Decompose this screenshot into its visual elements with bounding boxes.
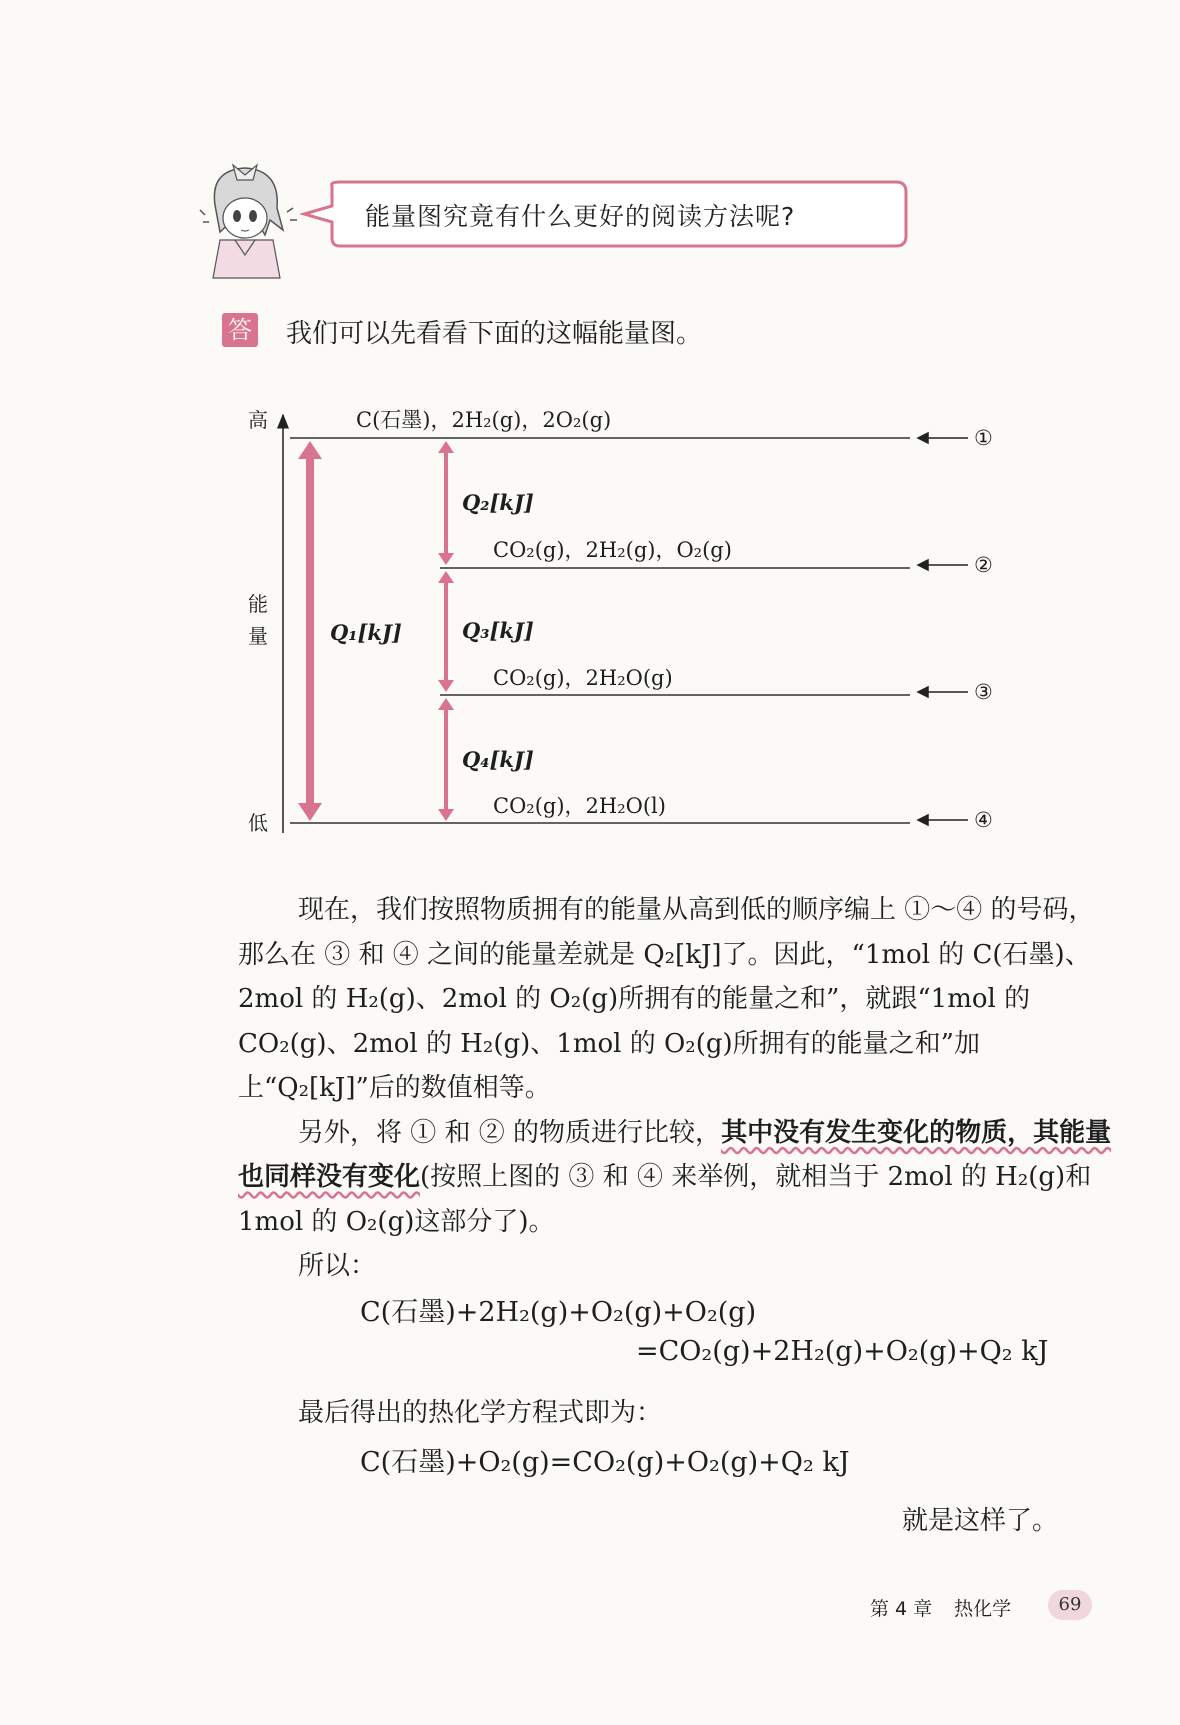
level-2-substance: CO₂(g)，2H₂(g)，O₂(g)	[493, 538, 732, 562]
question-text: 能量图究竟有什么更好的阅读方法呢?	[365, 202, 796, 231]
q2-label: Q₂[kJ]	[462, 490, 534, 515]
paragraph-1: 现在，我们按照物质拥有的能量从高到低的顺序编上 ①～④ 的号码，那么在 ③ 和 ④ 之间的能量差就是 Q₂[kJ]了。因此，“1mol 的 C(石墨)、2mol 的 H₂(g)、2mol 的 O₂(g)所拥有的能量之和”，就跟“1mol 的 CO₂(g)、2mol 的 H₂(g)、1mol 的 O₂(g)所拥有的能量之和”加上“Q₂[kJ]”后的数值相等。	[238, 895, 1095, 1103]
q4-arrow	[438, 698, 454, 821]
level-marker-4: ④	[974, 808, 993, 832]
energy-diagram	[230, 395, 1050, 845]
q3-arrow	[438, 571, 454, 692]
section-label: 热化学	[954, 1598, 1012, 1620]
axis-high-label: 高	[248, 408, 268, 432]
mascot-illustration	[195, 160, 305, 280]
q3-label: Q₃[kJ]	[462, 618, 534, 643]
level-marker-2: ②	[974, 553, 993, 577]
axis-low-label: 低	[248, 811, 268, 835]
page-number: 69	[1048, 1590, 1092, 1620]
axis-energy-label-2: 量	[248, 624, 268, 648]
emphasized-statement: 其中没有发生变化的物质，其能量也同样没有变化	[238, 1117, 1112, 1192]
answer-badge: 答	[222, 313, 258, 347]
conclusion-intro: 最后得出的热化学方程式即为：	[298, 1398, 663, 1428]
axis-energy-label-1: 能	[248, 592, 268, 616]
level-marker-3: ③	[974, 680, 993, 704]
equation-line-2: =CO₂(g)+2H₂(g)+O₂(g)+Q₂ kJ	[636, 1336, 1049, 1367]
level-1-substance: C(石墨)，2H₂(g)，2O₂(g)	[356, 408, 612, 432]
equation-line-1: C(石墨)+2H₂(g)+O₂(g)+O₂(g)	[360, 1297, 757, 1328]
level-marker-1: ①	[974, 426, 993, 450]
body-text	[238, 888, 1118, 1289]
paragraph-3: 所以：	[298, 1251, 377, 1281]
answer-text: 我们可以先看看下面的这幅能量图。	[286, 319, 703, 349]
q4-label: Q₄[kJ]	[462, 747, 534, 772]
closing-remark: 就是这样了。	[902, 1506, 1059, 1536]
page-footer	[870, 1594, 1011, 1621]
chapter-label: 第 4 章	[870, 1598, 933, 1620]
paragraph-2-end: (按照上图的 ③ 和 ④ 来举例，就相当于 2mol 的 H₂(g)和 1mol 的 O₂(g)这部分了)。	[238, 1162, 1092, 1237]
final-equation: C(石墨)+O₂(g)=CO₂(g)+O₂(g)+Q₂ kJ	[360, 1447, 850, 1478]
q1-arrow	[298, 441, 322, 821]
q2-arrow	[438, 441, 454, 565]
q1-label: Q₁[kJ]	[330, 620, 402, 645]
paragraph-2	[238, 1111, 1118, 1245]
level-4-substance: CO₂(g)，2H₂O(l)	[493, 794, 666, 818]
paragraph-2-start: 另外，将 ① 和 ② 的物质进行比较，	[298, 1117, 722, 1148]
level-3-substance: CO₂(g)，2H₂O(g)	[493, 666, 673, 690]
